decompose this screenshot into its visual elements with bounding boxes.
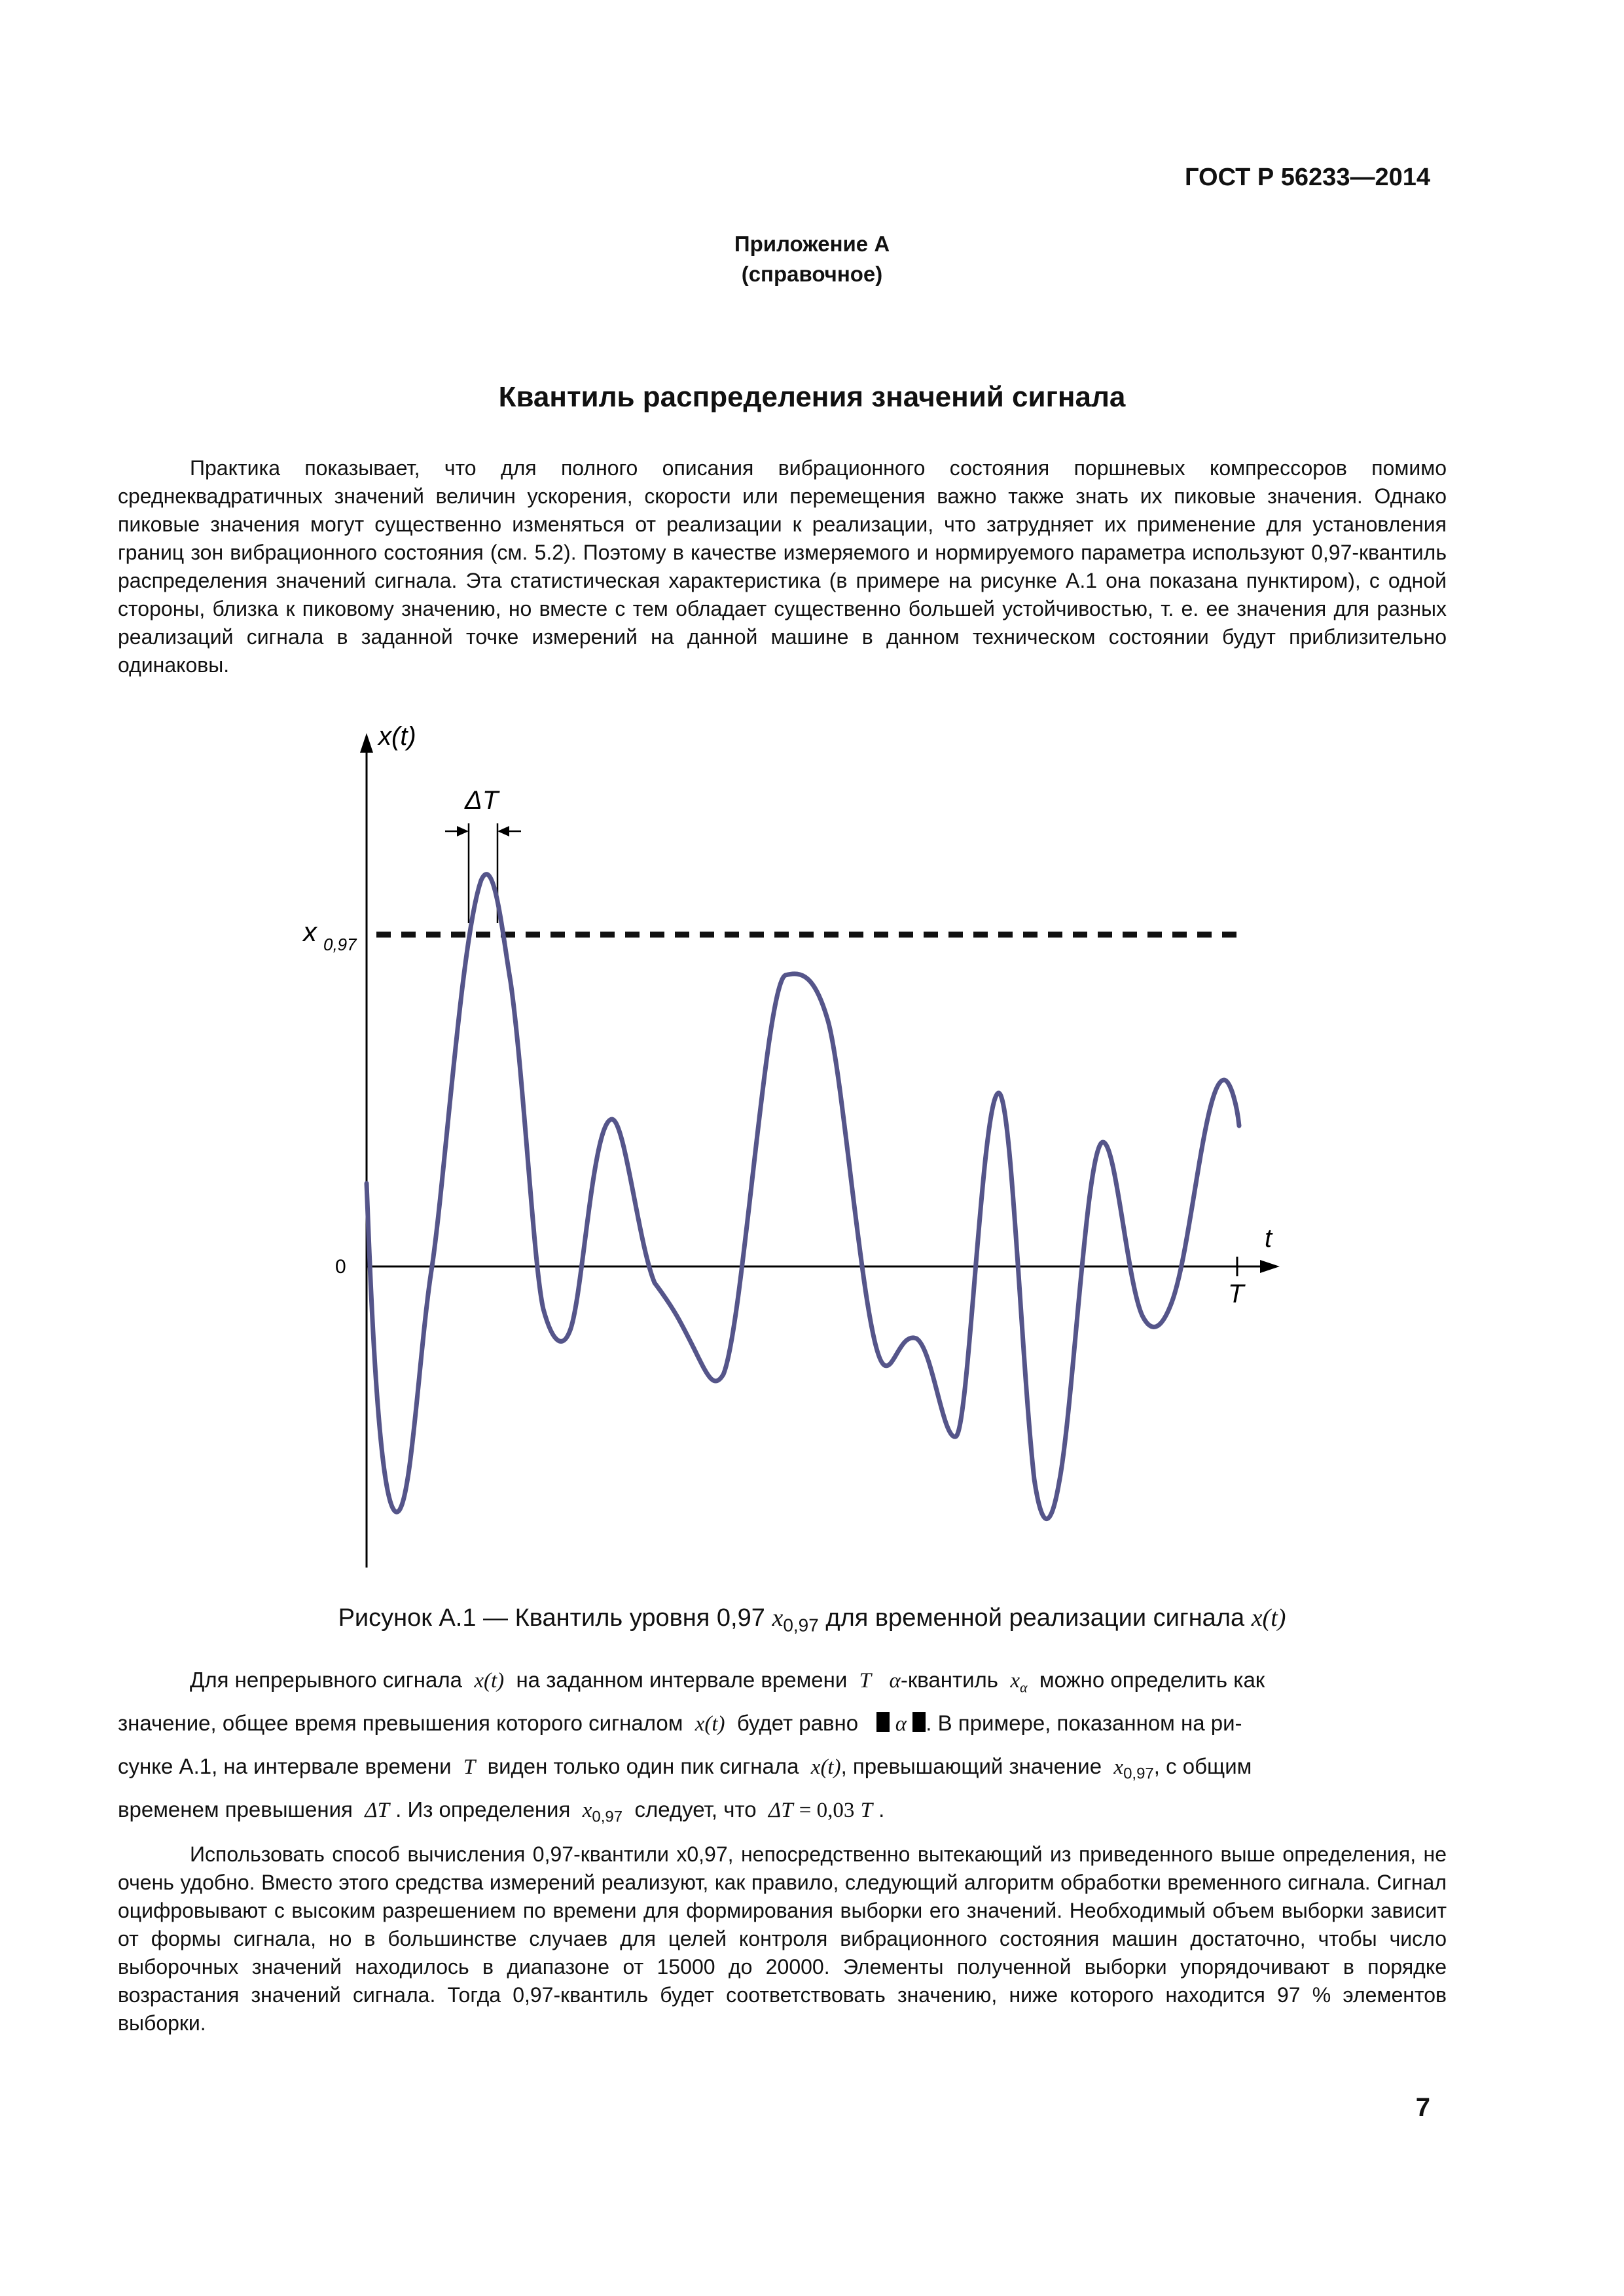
para2-line4: временем превышения ΔT . Из определения $x_{0,97}$ следует, что ΔT = 0,03 T . <box>118 1797 885 1826</box>
garbled-glyph-icon <box>876 1712 890 1732</box>
caption-signal: x(t) <box>1251 1604 1286 1632</box>
garbled-glyph-icon <box>912 1712 926 1732</box>
signal-curve <box>367 874 1239 1519</box>
page-number: 7 <box>1415 2093 1430 2122</box>
delta-t-left-arrow-icon <box>457 826 469 836</box>
appendix-type: (справочное) <box>741 262 883 286</box>
interval-end-label: T <box>1228 1280 1244 1308</box>
caption-prefix: Рисунок А.1 — Квантиль уровня 0,97 <box>338 1604 765 1632</box>
y-axis-label: x(t) <box>378 722 416 751</box>
delta-t-right-arrow-icon <box>497 826 509 836</box>
para2-line2: значение, общее время превышения которого сигналом x(t) будет равно α . В примере, показанном на ри- <box>118 1711 1242 1736</box>
para2-line1: Для непрерывного сигнала x(t) на заданном интервале времени T α-квантиль $x_\alpha$ можно определить как <box>190 1668 1265 1696</box>
zero-label: 0 <box>335 1256 346 1278</box>
section-title: Квантиль распределения значений сигнала <box>498 381 1126 413</box>
figure-caption <box>0 1604 1624 1636</box>
quantile-label-main: x <box>303 916 317 947</box>
y-axis-arrow-icon <box>360 733 373 753</box>
x-axis-arrow-icon <box>1260 1260 1280 1273</box>
intro-paragraph: Практика показывает, что для полного описания вибрационного состояния поршневых компрессоров помимо среднеквадратичных значений величин ускорения, скорости или перемещения важно также знать их пиковые значения. Однако пиковые значения могут существенно изменяться от реализации к реализации, что затрудняет их применение для установления границ зон вибрационного состояния (см. 5.2). Поэтому в качестве измеряемого и нормируемого параметра используют 0,97-квантиль распределения значений сигнала. Эта статистическая характеристика (в примере на рисунке А.1 она показана пунктиром), с одной стороны, близка к пиковому значению, но вместе с тем обладает существенно большей устойчивостью, т. е. ее значения для разных реализаций сигнала в заданной точке измерений на данной машине в данном техническом состоянии будут приблизительно одинаковы. <box>118 456 1447 677</box>
delta-t-label: ΔT <box>465 786 499 815</box>
caption-middle: для временной реализации сигнала <box>825 1604 1245 1632</box>
x-axis-label: t <box>1265 1224 1272 1253</box>
algorithm-paragraph: Использовать способ вычисления 0,97-квантили x0,97, непосредственно вытекающий из приведенного выше определения, не очень удобно. Вместо этого средства измерений реализуют, как правило, следующий алгоритм обработки временного сигнала. Сигнал оцифровывают с высоким разрешением по времени для формирования выборки его значений. Необходимый объем выборки зависит от формы сигнала, но в большинстве случаев для целей контроля вибрационного состояния машин достаточно, чтобы число выборочных значений находилось в диапазоне от 15000 до 20000. Элементы полученной выборки упорядочивают в порядке возрастания значений сигнала. Тогда 0,97-квантиль будет соответствовать значению, ниже которого находится 97 % элементов выборки. <box>118 1842 1447 2035</box>
standard-code: ГОСТ Р 56233—2014 <box>1185 164 1430 191</box>
appendix-label: Приложение А <box>734 232 890 256</box>
caption-symbol: $x_{0,97}$ <box>772 1604 819 1636</box>
quantile-label-sub: 0,97 <box>323 935 357 954</box>
para2-line3: сунке А.1, на интервале времени T виден только один пик сигнала x(t), превышающий значение $x_{0,97}$, с общим <box>118 1754 1252 1783</box>
